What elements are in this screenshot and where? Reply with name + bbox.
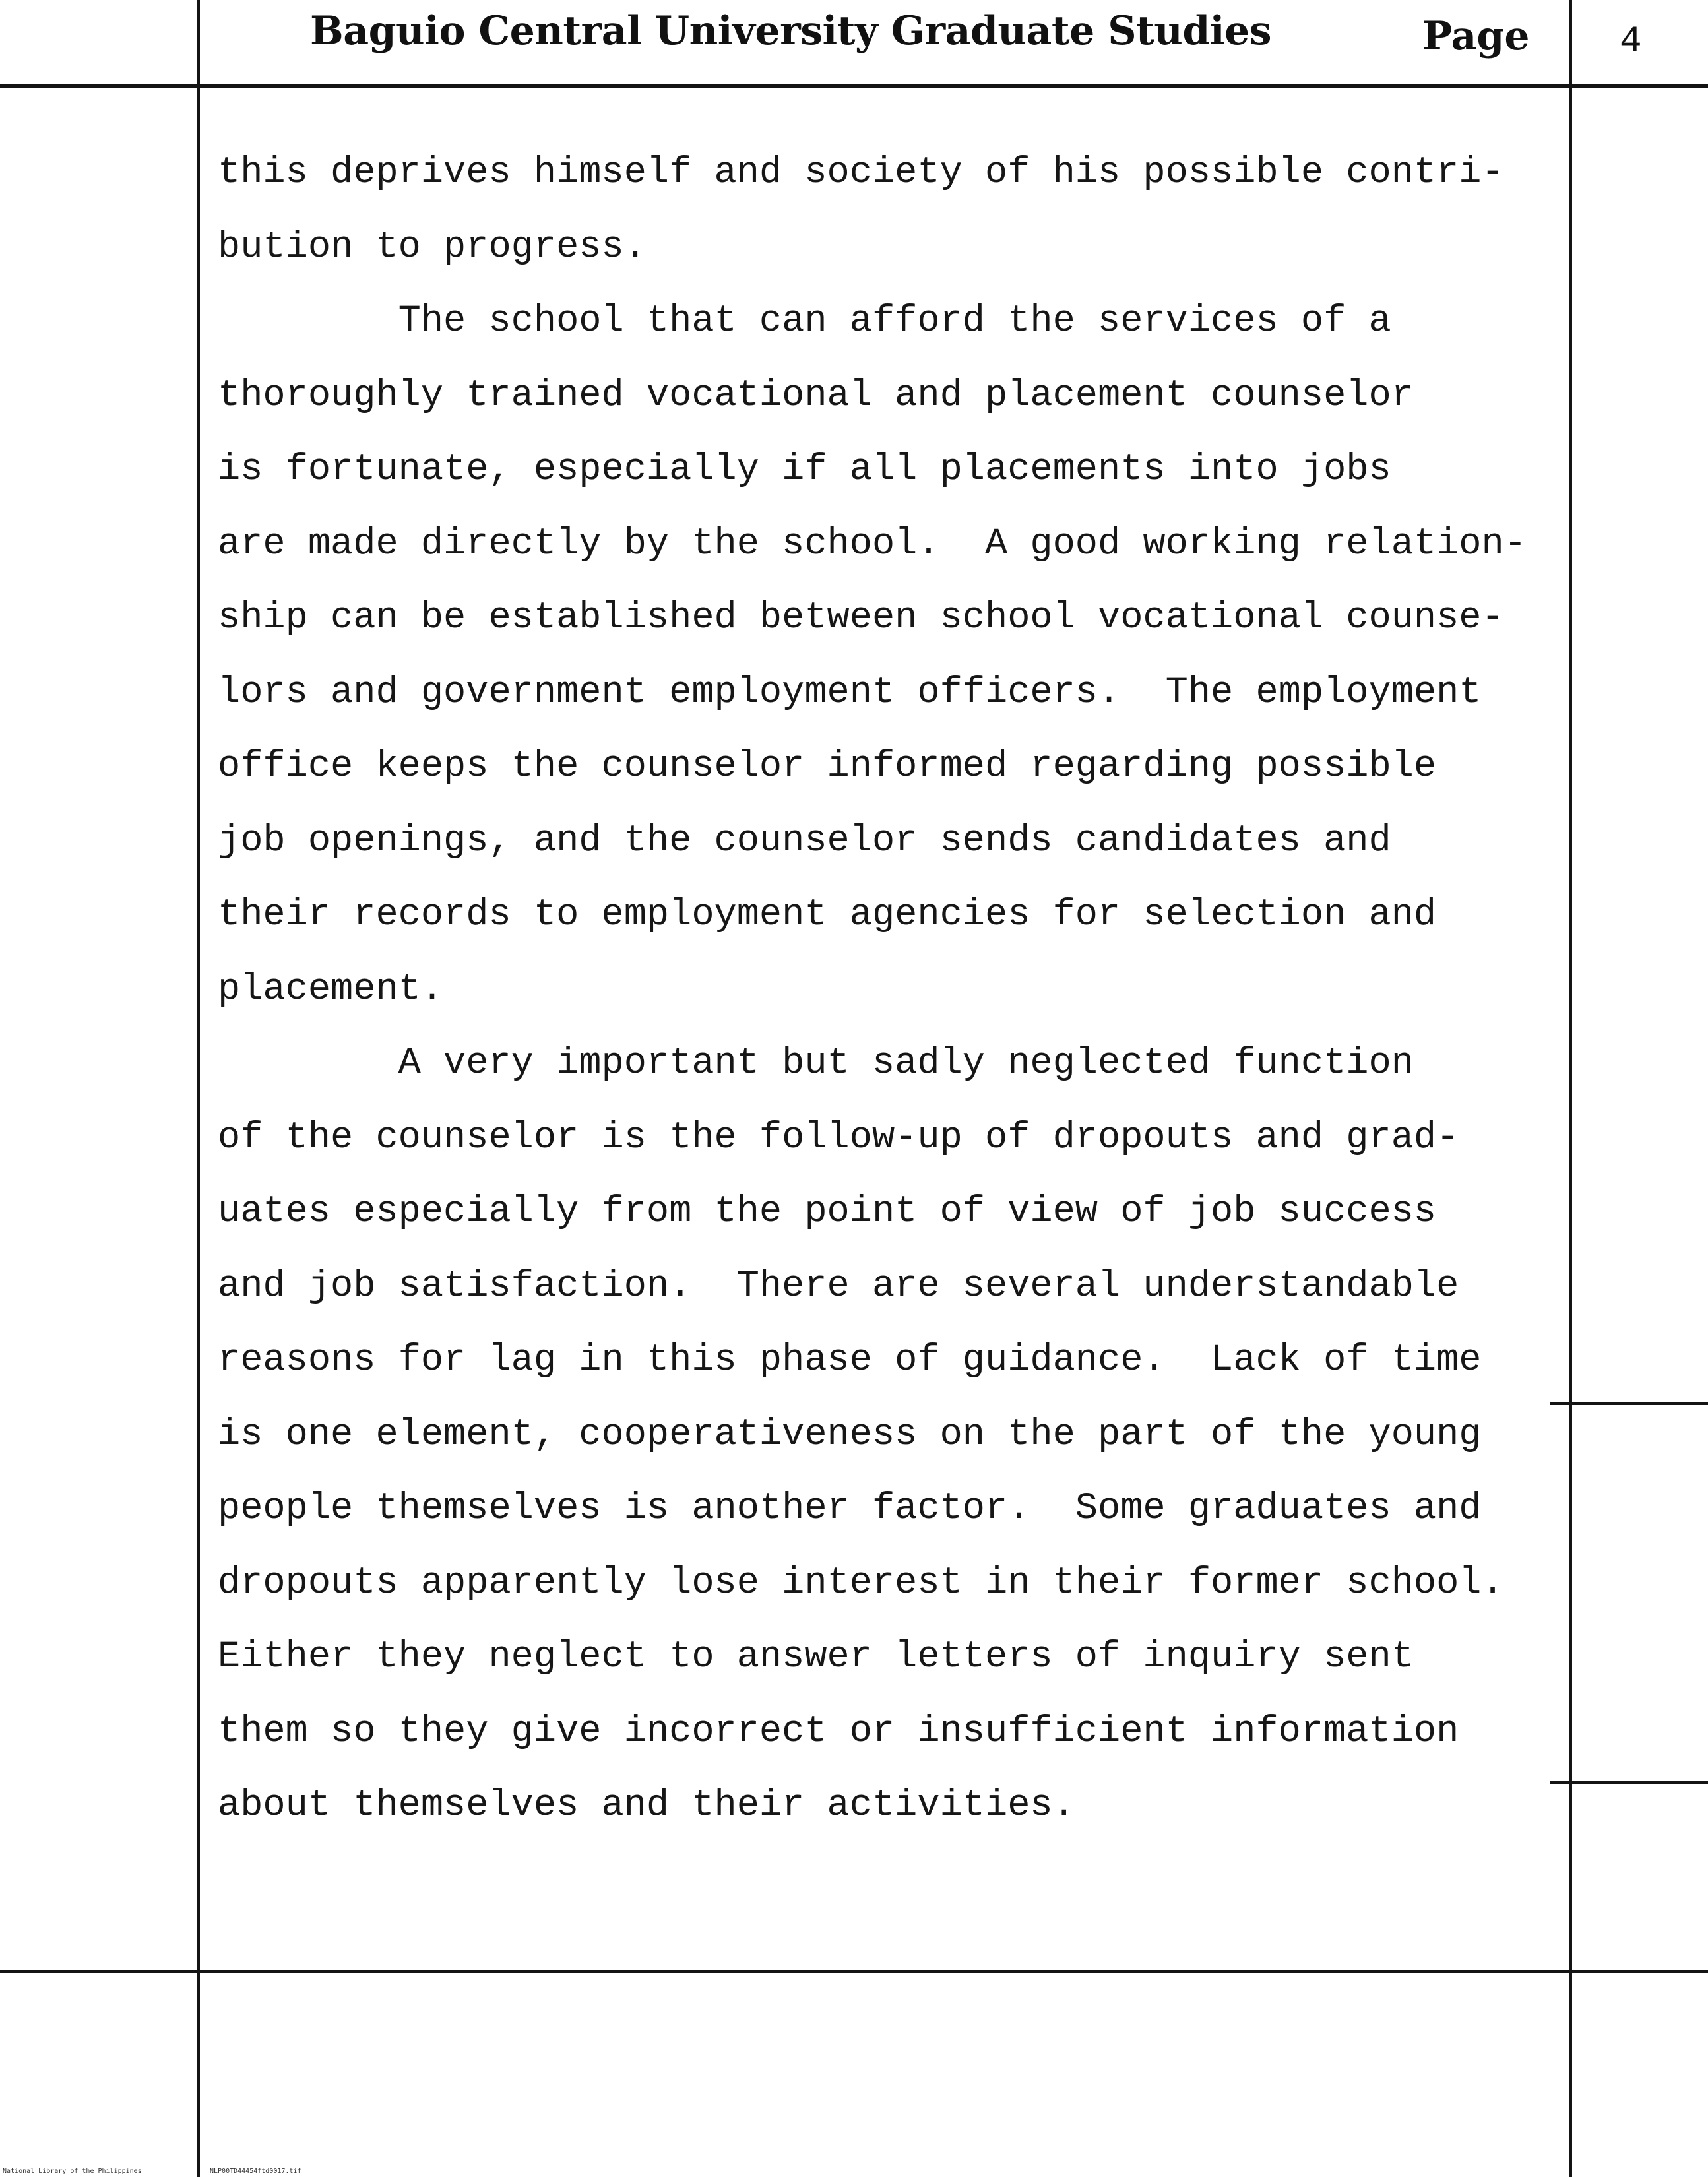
text-line: and job satisfaction. There are several understandable — [218, 1265, 1459, 1308]
text-line: placement. — [218, 968, 444, 1011]
text-line: about themselves and their activities. — [218, 1784, 1075, 1827]
text-line: is one element, cooperativeness on the part of the young — [218, 1414, 1482, 1456]
text-line: are made directly by the school. A good working relation- — [218, 523, 1527, 565]
text-line: Either they neglect to answer letters of inquiry sent — [218, 1636, 1414, 1678]
text-line: A very important but sadly neglected function — [218, 1042, 1414, 1085]
footer-filename-caption: NLP00TD44454ftd0017.tif — [210, 2168, 301, 2175]
text-line: this deprives himself and society of his possible contri- — [218, 152, 1504, 194]
text-line: them so they give incorrect or insufficient information — [218, 1711, 1459, 1753]
left-margin-rule — [197, 0, 200, 2177]
page-label: Page — [1422, 13, 1530, 59]
text-line: is fortunate, especially if all placements into jobs — [218, 449, 1391, 491]
text-line: thoroughly trained vocational and placement counselor — [218, 375, 1414, 417]
text-line: lors and government employment officers. The employment — [218, 672, 1482, 714]
text-line: people themselves is another factor. Some graduates and — [218, 1488, 1482, 1530]
bottom-rule — [0, 1970, 1708, 1973]
text-line: office keeps the counselor informed regarding possible — [218, 745, 1437, 788]
header-rule — [0, 84, 1708, 88]
text-line: job openings, and the counselor sends candidates and — [218, 820, 1391, 862]
footer-library-caption: National Library of the Philippines — [3, 2168, 142, 2175]
text-line: The school that can afford the services of a — [218, 300, 1391, 342]
page-title: Baguio Central University Graduate Studies — [310, 8, 1272, 54]
right-margin-rule — [1569, 0, 1572, 2177]
side-rule-lower — [1550, 1781, 1708, 1784]
text-line: of the counselor is the follow-up of dropouts and grad- — [218, 1117, 1459, 1159]
text-line: reasons for lag in this phase of guidance. Lack of time — [218, 1339, 1482, 1381]
text-line: their records to employment agencies for selection and — [218, 894, 1437, 936]
text-line: dropouts apparently lose interest in their former school. — [218, 1562, 1504, 1604]
text-line: bution to progress. — [218, 226, 647, 268]
page-number: 4 — [1620, 20, 1642, 62]
text-line: ship can be established between school vocational counse- — [218, 597, 1504, 639]
text-line: uates especially from the point of view of job success — [218, 1191, 1437, 1233]
side-rule-upper — [1550, 1402, 1708, 1405]
